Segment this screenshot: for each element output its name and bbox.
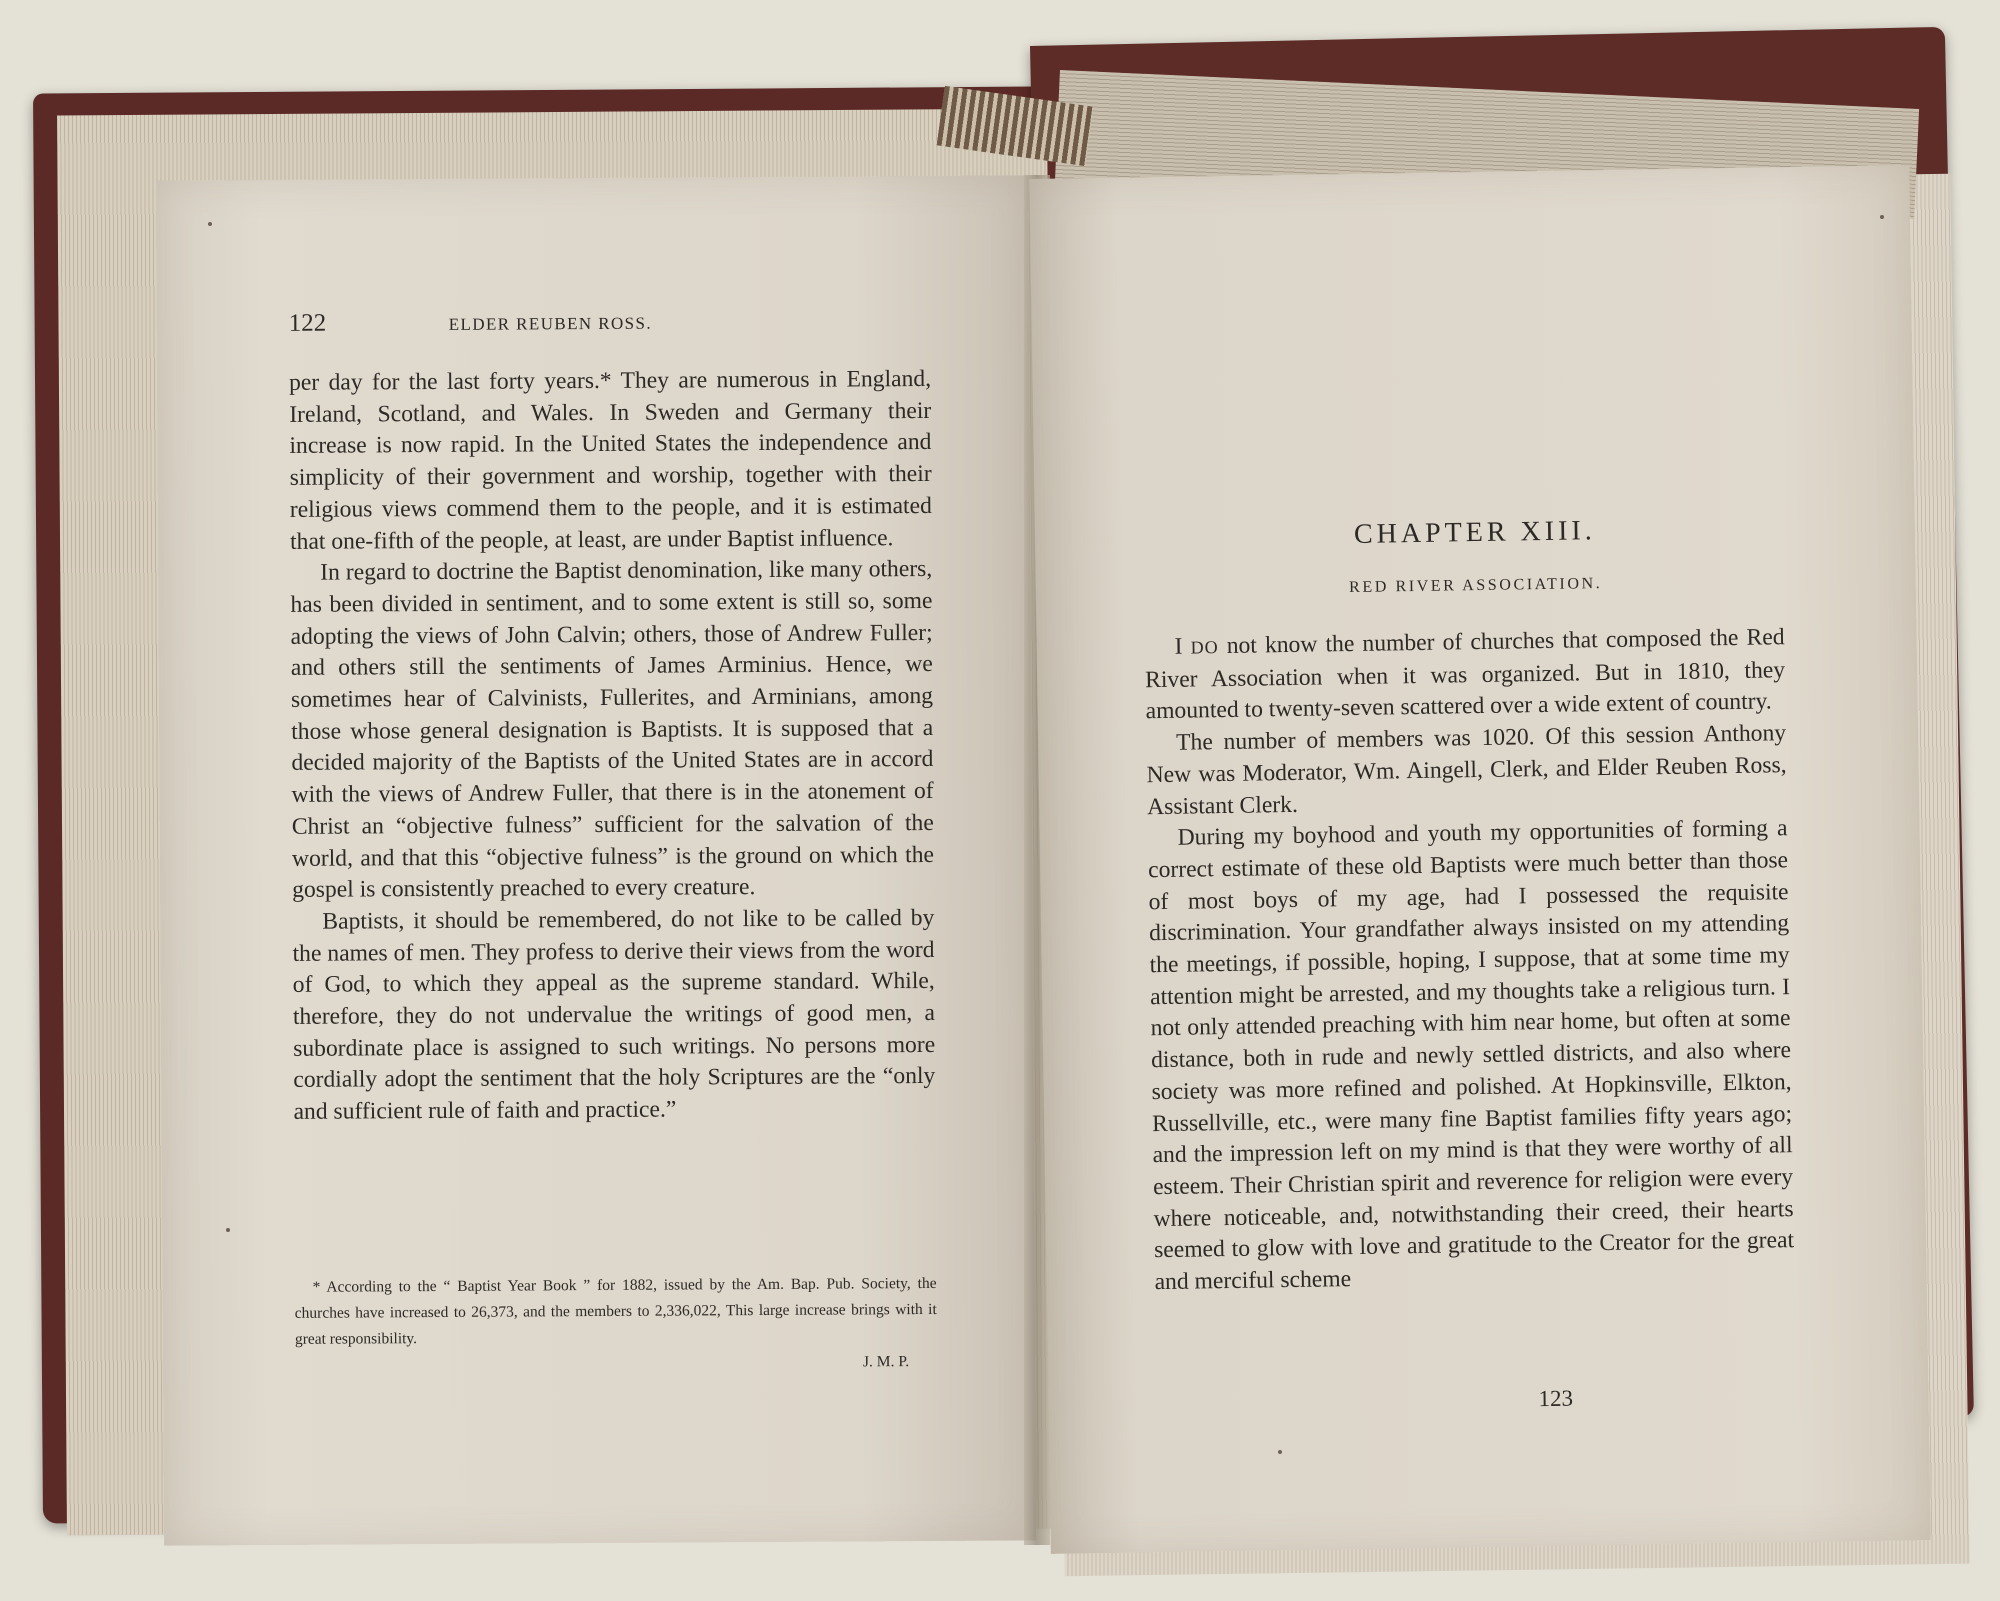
paragraph: In regard to doctrine the Baptist denomination, like many others, has been divided in sentiment, and to some extent is still so, some adopting the views of John Calvin; others, those of Andrew Fuller; and others still the sentiments of James Arminius. Hence, we sometimes hear of Calvinists, Fullerites, and Arminians, among those whose general designation is Baptists. It is supposed that a decided majority of the Baptists of the United States are in accord with the views of Andrew Fuller, that there is in the atonement of Christ an “objective fulness” sufficient for the salvation of the world, and that this “objective fulness” is the ground on which the gospel is consistently preached to every creature. [290, 556, 935, 904]
footnote-signature: J. M. P. [862, 1353, 910, 1371]
right-page [1029, 165, 1930, 1554]
chapter-title: CHAPTER XIII. [1353, 515, 1596, 550]
paper-fleck [1880, 215, 1884, 219]
paper-fleck [1278, 1450, 1282, 1454]
right-body-text [1144, 622, 1794, 1299]
running-head-title: ELDER REUBEN ROSS. [448, 313, 653, 334]
running-head [289, 306, 909, 350]
paragraph: per day for the last forty years.* They are numerous in England, Ireland, Scotland, and Wales. In Sweden and Germany their increase is now rapid. In the United States the independence and simplicity of their government and worship, together with their religious views commend them to the people, and it is estimated that one-fifth of the people, at least, are under Baptist influence. [288, 365, 932, 555]
footnote-text: * According to the “ Baptist Year Book ” for 1882, issued by the Am. Bap. Pub. Society, the churches have increased to 26,373, and the members to 2,336,022, This large increase brings with it great responsibility. [294, 1274, 937, 1348]
footnote [295, 1271, 938, 1379]
lead-smallcaps: DO [1190, 637, 1219, 658]
lead-word: I [1174, 633, 1183, 660]
chapter-subtitle: RED RIVER ASSOCIATION. [1348, 575, 1603, 597]
page-number-right: 123 [1538, 1385, 1574, 1412]
left-body-text [289, 364, 936, 1129]
opening-paragraph-rest: not know the number of churches that composed the Red River Association when it was organized. But in 1810, they amounted to twenty-seven scattered over a wide extent of country. [1144, 624, 1786, 725]
left-page [156, 175, 1036, 1545]
paper-fleck [226, 1228, 230, 1232]
paragraph: Baptists, it should be remembered, do not like to be called by the names of men. They profess to derive their views from the word of God, to which they appeal as the supreme standard. While, therefore, they do not undervalue the writings of good men, a subordinate place is assigned to such writings. No persons more cordially adopt the sentiment that the holy Scriptures are the “only and sufficient rule of faith and practice.” [292, 904, 936, 1126]
paper-fleck [208, 222, 212, 226]
page-number-left: 122 [288, 309, 327, 337]
opening-paragraph [1144, 622, 1785, 728]
paragraph: During my boyhood and youth my opportunities of forming a correct estimate of these old Baptists were much better than those of most boys of my age, had I possessed the requisite discrimination. Your grandfather always insisted on my attending the meetings, if possible, hoping, I suppose, that at some time my attention might be arrested, and my thoughts take a religious turn. I not only attended preaching with him near home, but often at some distance, both in rude and newly settled districts, and also where society was more refined and polished. At Hopkinsville, Elkton, Russellville, etc., were many fine Baptist families fifty years ago; and the impression left on my mind is that they were worthy of all esteem. Their Christian spirit and reverence for religion were every where noticeable, and, notwithstanding their creed, their hearts seemed to glow with love and gratitude to the Creator for the great and merciful scheme [1147, 815, 1795, 1296]
paragraph: The number of members was 1020. Of this session Anthony New was Moderator, Wm. Aingell, Clerk, and Elder Reuben Ross, Assistant Clerk. [1146, 720, 1787, 820]
